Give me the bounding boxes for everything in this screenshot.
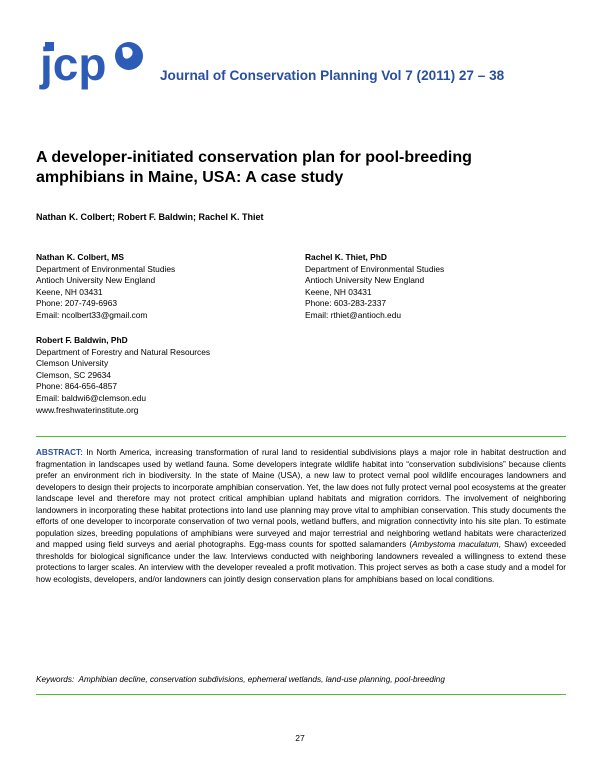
divider-bottom [36, 694, 566, 695]
journal-logo [38, 36, 148, 96]
affiliation-baldwin [36, 335, 210, 416]
affiliation-line: Department of Environmental Studies [305, 263, 445, 274]
affiliation-line: Department of Forestry and Natural Resources [36, 346, 211, 357]
affiliation-line: Clemson University [36, 358, 109, 369]
abstract-text-2: , Shaw) exceeded thresholds for biological significance under the law. Interviews conducted with neighboring landowners revealed a willingness to extend these protections to larger scales. An interview with the developer revealed a profit motivation. This project serves as both a case study and a model for how ecologists, developers, and/or landowners can jointly design conservation plans for amphibians based on local conditions. [36, 540, 566, 585]
keywords-text: Amphibian decline, conservation subdivisions, ephemeral wetlands, land-use planning, pool-breeding [78, 675, 445, 684]
abstract-species: Ambystoma maculatum [412, 540, 499, 550]
affiliation-name: Robert F. Baldwin, PhD [36, 335, 128, 345]
keywords-label: Keywords: [36, 675, 75, 684]
abstract [36, 447, 566, 586]
abstract-text-1: In North America, increasing transformation of rural land to residential subdivisions plays a major role in habitat destruction and fragmentation in landscapes used by wetland fauna. Some developers integrate wildlife habitat into “conservation subdivisions” because clients prefer an environment rich in biodiversity. In the state of Maine (USA), a new law to protect vernal pool wildlife encourages landowners and developers to design their projects to incorporate amphibian conservation. Yet, the law does not fully protect vernal pool ecosystems at the greater landscape level and therefore may not protect critical amphibian upland habitats and migration corridors. The involvement of neighboring landowners in incorporating these habitat protections into land use planning may prove vital to amphibian conservation. This study documents the efforts of one developer to incorporate conservation of two vernal pools, wetland buffers, and migration connectivity into his site plan. To estimate population sizes, breeding populations of amphibians were surveyed and major terrestrial and neighboring wetland habitats were characterized and mapped using field surveys and aerial photographs. Egg-mass counts for spotted salamanders ( [36, 448, 566, 550]
affiliation-website-link[interactable]: www.freshwaterinstitute.org [36, 404, 139, 415]
affiliation-email[interactable]: Email: ncolbert33@gmail.com [36, 309, 148, 320]
title-line-1: A developer-initiated conservation plan for pool-breeding [36, 149, 472, 166]
article-title [36, 148, 556, 188]
journal-citation: Journal of Conservation Planning Vol 7 (2011) 27 – 38 [160, 68, 505, 83]
affiliation-line: Keene, NH 03431 [305, 286, 372, 297]
abstract-label: ABSTRACT: [36, 448, 83, 457]
affiliation-line: Department of Environmental Studies [36, 263, 176, 274]
affiliation-line: Phone: 207-749-6963 [36, 298, 118, 309]
jcp-logo-graphic [38, 36, 148, 96]
keywords [36, 675, 445, 684]
affiliation-name: Nathan K. Colbert, MS [36, 252, 124, 262]
divider-top [36, 436, 566, 437]
affiliation-line: Antioch University New England [305, 275, 425, 286]
affiliation-name: Rachel K. Thiet, PhD [305, 252, 387, 262]
affiliation-line: Phone: 603-283-2337 [305, 298, 387, 309]
affiliation-line: Antioch University New England [36, 275, 156, 286]
affiliation-line: Phone: 864-656-4857 [36, 381, 118, 392]
author-list: Nathan K. Colbert; Robert F. Baldwin; Rachel K. Thiet [36, 212, 264, 222]
title-line-2: amphibians in Maine, USA: A case study [36, 169, 344, 186]
affiliation-colbert [36, 252, 175, 322]
page-number: 27 [295, 733, 305, 743]
affiliation-email[interactable]: Email: rthiet@antioch.edu [305, 309, 402, 320]
affiliation-email[interactable]: Email: baldwi6@clemson.edu [36, 392, 146, 403]
logo-text: jcp [40, 38, 107, 90]
affiliation-line: Keene, NH 03431 [36, 286, 103, 297]
affiliation-line: Clemson, SC 29634 [36, 369, 111, 380]
affiliation-thiet [305, 252, 444, 322]
